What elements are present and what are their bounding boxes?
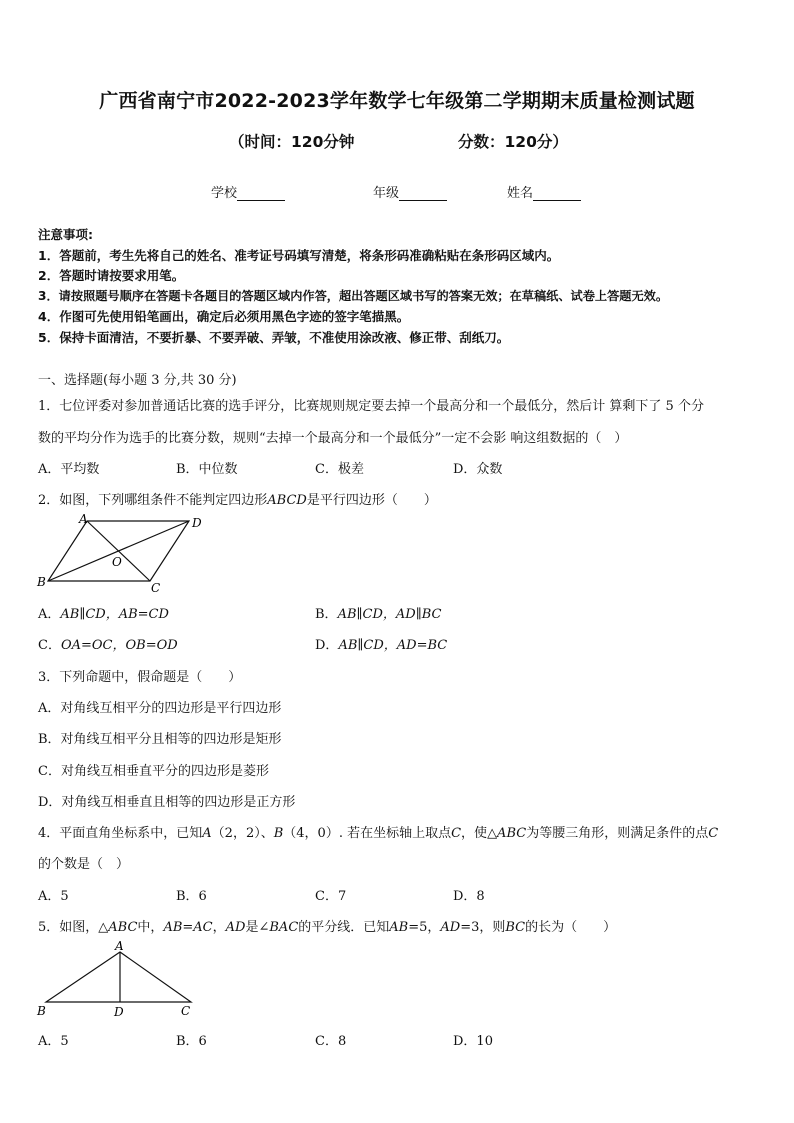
q4-var: C [708, 826, 719, 841]
q4-text: （2，2）、 [211, 826, 274, 841]
label-a: A [115, 939, 124, 953]
q3-stem: 3．下列命题中，假命题是（ ） [38, 670, 242, 685]
q5-var: AB [163, 920, 183, 935]
q3-option-d: D．对角线互相垂直且相等的四边形是正方形 [38, 795, 296, 810]
q2-stem-text: 是平行四边形（ ） [306, 493, 437, 508]
q2-option-text: AB∥CD，AB=CD [60, 607, 169, 622]
q2-stem-var: ABCD [267, 493, 307, 508]
q5-text: 5．如图，△ [38, 920, 109, 935]
exam-time: （时间：120分钟 [229, 133, 355, 151]
q3-option-c: C．对角线互相垂直平分的四边形是菱形 [38, 764, 269, 779]
q4-option-b: B．6 [176, 889, 207, 904]
q5-var: BAC [269, 920, 299, 935]
q1-stem-line2: 数的平均分作为选手的比赛分数，规则“去掉一个最高分和一个最低分”一定不会影 响这组数据的（ ） [38, 431, 628, 446]
label-o: O [112, 555, 122, 569]
q4-text: 为等腰三角形，则满足条件的点 [526, 826, 709, 841]
school-blank [237, 188, 285, 201]
q2-option-text: AB∥CD，AD=BC [338, 638, 448, 653]
grade-field [373, 182, 447, 201]
q4-var: C [451, 826, 462, 841]
q2-option-prefix: A． [38, 607, 61, 622]
q5-stem [38, 916, 616, 935]
q3-option-a: A．对角线互相平分的四边形是平行四边形 [38, 701, 282, 716]
label-d: D [114, 1005, 124, 1019]
q2-option-d [315, 634, 447, 653]
q4-option-c: C．7 [315, 889, 347, 904]
q1-option-a: A．平均数 [38, 462, 100, 477]
label-a: A [79, 512, 88, 526]
school-label: 学校 [211, 186, 238, 201]
exam-score: 分数：120分） [458, 133, 568, 151]
q5-text: ， [212, 920, 226, 935]
q5-var: AC [193, 920, 213, 935]
q2-option-prefix: C． [38, 638, 61, 653]
q2-stem [38, 489, 437, 508]
q4-option-a: A．5 [38, 889, 69, 904]
q5-text: = [182, 920, 194, 935]
q4-var: A [202, 826, 212, 841]
q5-text: 是∠ [245, 920, 270, 935]
exam-title: 广西省南宁市2022-2023学年数学七年级第二学期期末质量检测试题 [99, 90, 695, 112]
note-item: 4．作图可先使用铅笔画出，确定后必须用黑色字迹的签字笔描黑。 [38, 309, 410, 324]
name-blank [533, 188, 581, 201]
q5-text: =5， [408, 920, 441, 935]
q4-text: （4，0）. 若在坐标轴上取点 [283, 826, 452, 841]
label-b: B [37, 575, 46, 589]
q5-var: AD [225, 920, 246, 935]
triangle-figure [30, 938, 200, 1020]
note-item: 1．答题前，考生先将自己的姓名、准考证号码填写清楚，将条形码准确粘贴在条形码区域内。 [38, 248, 560, 263]
school-field [211, 182, 285, 201]
q2-stem-text: 2．如图，下列哪组条件不能判定四边形 [38, 493, 268, 508]
q4-text: ，使 [461, 826, 488, 841]
q5-option-c: C．8 [315, 1034, 347, 1049]
q5-option-d: D．10 [453, 1034, 493, 1049]
name-field [507, 182, 581, 201]
q5-var: ABC [108, 920, 138, 935]
q5-text: 的长为（ ） [525, 920, 617, 935]
q5-text: 中， [137, 920, 164, 935]
q5-var: AD [440, 920, 461, 935]
q1-option-d: D．众数 [453, 462, 503, 477]
q5-option-a: A．5 [38, 1034, 69, 1049]
q2-option-b [315, 603, 441, 622]
q5-text: =3，则 [460, 920, 506, 935]
parallelogram-figure [30, 512, 210, 596]
q5-var: AB [389, 920, 409, 935]
q4-var: △ABC [487, 826, 527, 841]
q2-option-text: OA=OC，OB=OD [60, 638, 178, 653]
notes-heading: 注意事项: [38, 227, 93, 242]
q2-option-text: AB∥CD，AD∥BC [337, 607, 442, 622]
q4-stem-line1 [38, 822, 718, 841]
q5-var: BC [505, 920, 526, 935]
q2-option-prefix: D． [315, 638, 339, 653]
label-d: D [192, 516, 202, 530]
q2-option-a [38, 603, 169, 622]
grade-label: 年级 [373, 186, 400, 201]
note-item: 5．保持卡面清洁，不要折暴、不要弄破、弄皱，不准使用涂改液、修正带、刮纸刀。 [38, 330, 510, 345]
diagonal-bd [48, 521, 189, 581]
q4-option-d: D．8 [453, 889, 485, 904]
q5-text: 的平分线．已知 [298, 920, 390, 935]
q1-option-b: B．中位数 [176, 462, 238, 477]
q4-var: B [273, 826, 284, 841]
section-heading: 一、选择题(每小题 3 分,共 30 分) [38, 373, 237, 388]
q3-option-b: B．对角线互相平分且相等的四边形是矩形 [38, 732, 282, 747]
name-label: 姓名 [507, 186, 534, 201]
label-c: C [181, 1004, 191, 1018]
grade-blank [399, 188, 447, 201]
q1-option-c: C．极差 [315, 462, 364, 477]
label-c: C [151, 581, 161, 595]
q4-text: 4．平面直角坐标系中，已知 [38, 826, 203, 841]
q2-option-prefix: B． [315, 607, 338, 622]
q2-option-c [38, 634, 178, 653]
q1-stem-line1: 1．七位评委对参加普通话比赛的选手评分，比赛规则规定要去掉一个最高分和一个最低分，然后计 算剩下了 5 个分 [38, 399, 704, 414]
note-item: 2．答题时请按要求用笔。 [38, 268, 185, 283]
q4-stem-line2: 的个数是（ ） [38, 857, 130, 872]
note-item: 3．请按照题号顺序在答题卡各题目的答题区域内作答，超出答题区域书写的答案无效；在草稿纸、试卷上答题无效。 [38, 289, 669, 303]
triangle-abc [46, 952, 191, 1002]
label-b: B [37, 1004, 46, 1018]
q5-option-b: B．6 [176, 1034, 207, 1049]
